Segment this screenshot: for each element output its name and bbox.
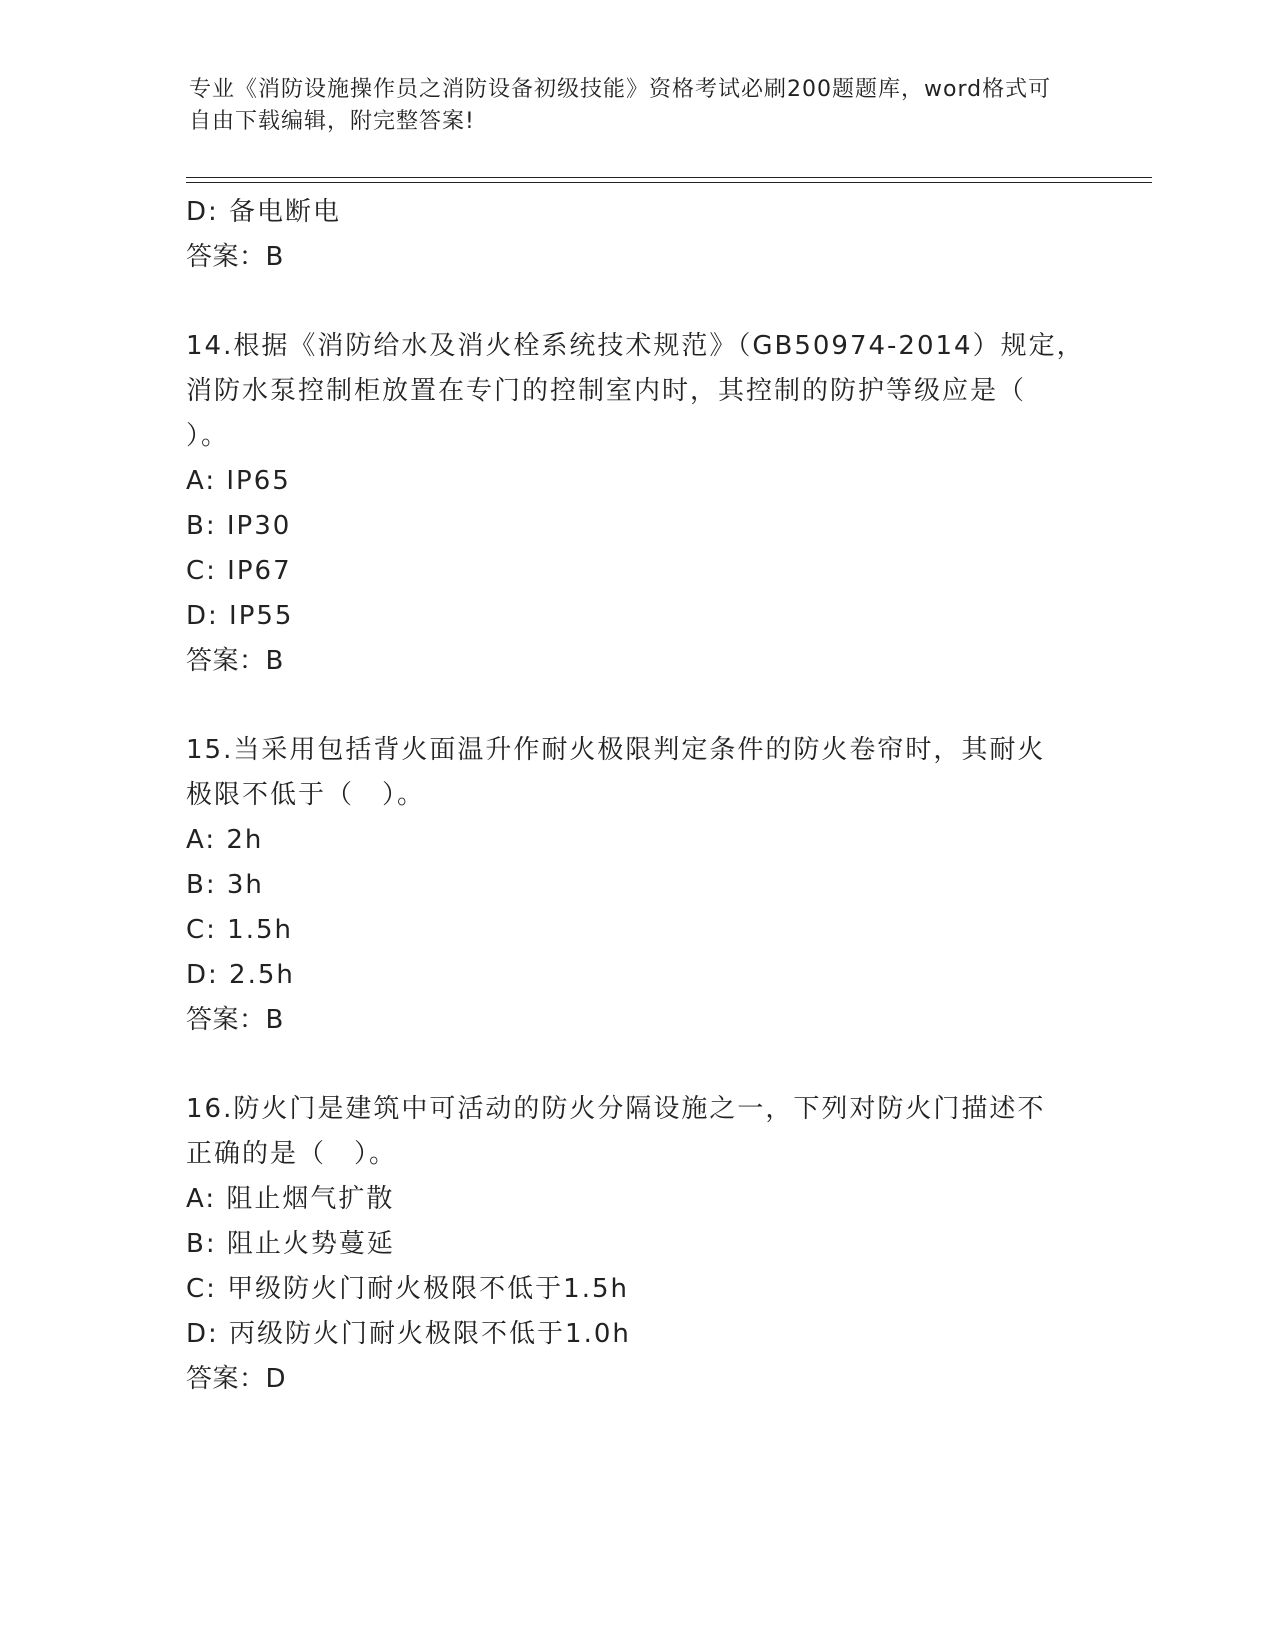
option-c: C: 甲级防火门耐火极限不低于1.5h [186,1274,630,1304]
answer-line: 答案：B [186,646,284,676]
option-a: A: IP65 [186,466,291,496]
question-stem: ）。 [186,421,230,451]
option-d: D: 2.5h [186,960,295,990]
option-a: A: 阻止烟气扩散 [186,1184,395,1214]
option-d: D: IP55 [186,601,294,631]
option-b: B: 阻止火势蔓延 [186,1229,395,1259]
header-divider-bottom [186,182,1152,183]
question-14 [186,324,1086,684]
option-a: A: 2h [186,825,264,855]
answer-line: 答案：D [186,1364,287,1394]
page-header: 专业《消防设施操作员之消防设备初级技能》资格考试必刷200题题库，word格式可自由下载编辑，附完整答案! [189,77,1052,134]
option-b: B: 3h [186,870,264,900]
question-15 [186,728,1086,1043]
header-divider-top [186,177,1152,178]
option-c: C: 1.5h [186,915,294,945]
answer-line: 答案：B [186,1005,284,1035]
question-content [186,190,1086,1402]
question-stem: 14.根据《消防给水及消火栓系统技术规范》（GB50974-2014）规定， [186,331,1085,361]
question-stem: 16.防火门是建筑中可活动的防火分隔设施之一，下列对防火门描述不 [186,1094,1046,1124]
carryover-block [186,190,1086,280]
question-stem: 15.当采用包括背火面温升作耐火极限判定条件的防火卷帘时，其耐火 [186,735,1046,765]
option-d: D: 备电断电 [186,197,342,227]
option-c: C: IP67 [186,556,292,586]
answer-line: 答案：B [186,242,284,272]
option-b: B: IP30 [186,511,292,541]
question-stem: 极限不低于（ ）。 [186,780,426,810]
question-stem: 消防水泵控制柜放置在专门的控制室内时，其控制的防护等级应是（ [186,376,1027,406]
question-16 [186,1087,1086,1402]
question-stem: 正确的是（ ）。 [186,1139,398,1169]
option-d: D: 丙级防火门耐火极限不低于1.0h [186,1319,631,1349]
